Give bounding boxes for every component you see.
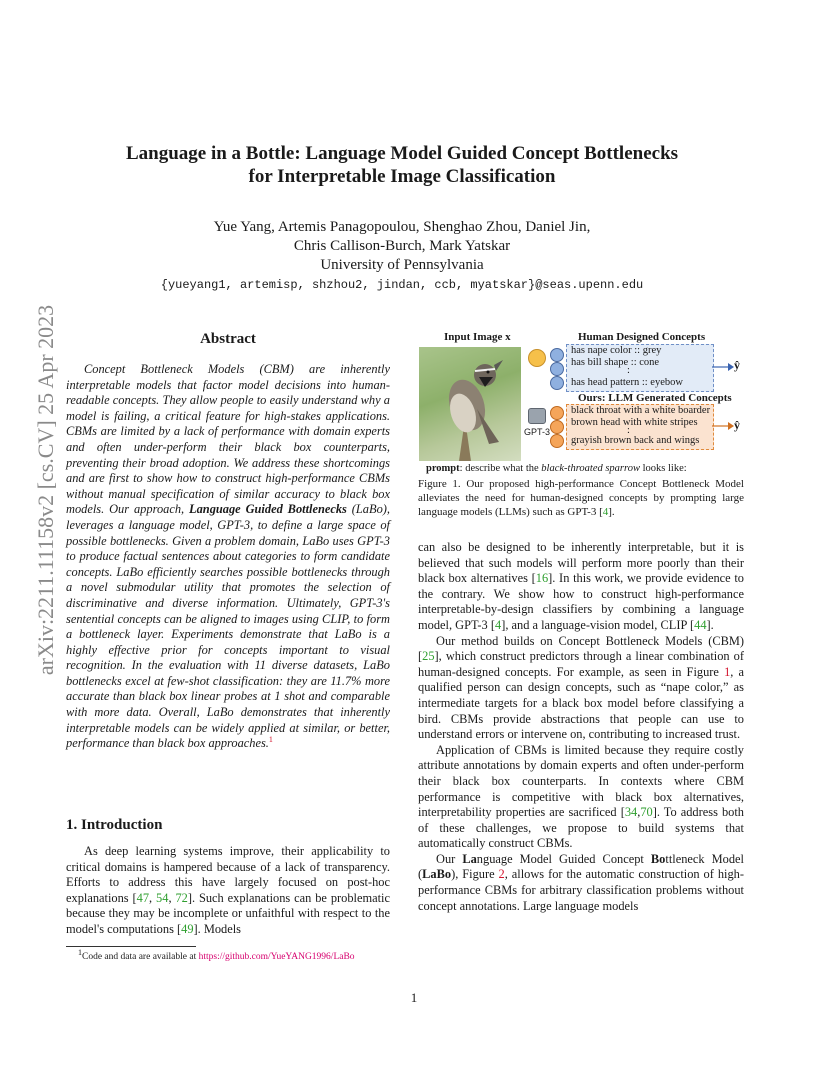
concept-neuron	[550, 406, 564, 420]
intro-body: As deep learning systems improve, their applicability to critical domains is hampered because of a lack of transparency. Efforts to address this have largely focused on post-hoc explanations [47, 54, 72]. Such explanations can be problematic because they may be incomplete or unfaithful with respect to the model's computations [49]. Models	[66, 844, 390, 936]
paper-title	[100, 142, 704, 188]
paragraph	[418, 540, 744, 634]
text: ].	[706, 617, 714, 632]
caption-text-a: Figure 1. Our proposed high-performance Concept Bottleneck Model alleviates the need for human-designed concepts by prompting large language models (LLMs) such as GPT-3 [	[418, 478, 744, 518]
paragraph	[418, 634, 744, 743]
citation[interactable]: 54	[156, 890, 169, 905]
human-face-icon	[528, 349, 546, 367]
text: ], and a language-vision model, CLIP [	[501, 617, 695, 632]
figure-1-caption	[418, 477, 744, 519]
citation[interactable]: 49	[181, 921, 194, 936]
right-column-body	[418, 540, 744, 914]
affiliation: University of Pennsylvania	[320, 257, 484, 273]
llm-concept: brown head with white stripes	[571, 417, 698, 428]
concept-neuron	[550, 362, 564, 376]
footnote-text: Code and data are available at	[82, 952, 199, 962]
citation[interactable]: 4	[494, 617, 502, 632]
llm-concepts-box	[566, 404, 714, 450]
intro-text-c: ]. Models	[193, 921, 242, 936]
arxiv-id: arXiv:2211.11158v2 [cs.CV] 25 Apr 2023	[33, 304, 58, 676]
intro-text-a: As deep learning systems improve, their applicability to critical domains is hampered because of a lack of transparency. Efforts to address this have largely focused on post-hoc explanations [	[66, 844, 390, 905]
abstract-heading: Abstract	[200, 331, 256, 347]
robot-icon	[528, 408, 546, 424]
text: Our	[436, 851, 463, 866]
prediction-llm: ŷ	[734, 418, 740, 432]
citation[interactable]: 70	[640, 805, 653, 820]
caption-text-b: ].	[608, 506, 615, 518]
method-name: LaBo	[422, 867, 452, 882]
abstract-footnote-mark[interactable]: 1	[268, 735, 273, 745]
prompt-text	[426, 463, 687, 474]
prompt-part-b: looks like:	[639, 463, 687, 474]
concept-neuron	[550, 434, 564, 448]
text: ), Figure	[451, 867, 499, 882]
text: , a qualified person can design concepts, such as “nape color,” as intermediate targets for a black box model before classifying a bird. CBMs provide abstractions that people can use to understand errors or intervene on, contributing to increased trust.	[418, 664, 745, 742]
citation[interactable]: 25	[422, 649, 435, 664]
prompt-species: black-throated sparrow	[541, 463, 640, 474]
text: ]. In this work, we provide evidence to the contrary. We show how to construct high-performance interpretable-by-design classifiers by combining a language model, GPT-3 [	[418, 571, 744, 632]
abstract-text-a: Concept Bottleneck Models (CBM) are inherently interpretable models that factor model decisions into human-readable concepts. They allow people to easily understand why a model is failing, a critical feature for high-stakes applications. CBMs are limited by a lack of performance with domain experts and often under-perform their black box counterparts, preventing their broad adoption. We address these shortcomings and are first to show how to construct high-performance CBMs without manual specification of similar accuracy to black box models. Our approach,	[66, 362, 390, 517]
arxiv-stamp	[26, 280, 66, 700]
footnote	[66, 947, 390, 963]
authors-line-1: Yue Yang, Artemis Panagopoulou, Shenghao Zhou, Daniel Jin,	[213, 219, 591, 235]
citation[interactable]: 34	[624, 805, 638, 820]
human-concept: has nape color :: grey	[571, 345, 662, 356]
concept-neuron	[550, 348, 564, 362]
llm-concept: grayish brown back and wings	[571, 435, 700, 446]
paragraph: Application of CBMs is limited because they require costly attribute annotations by domain experts and often under-perform their black box counterparts. In contexts where CBM performance is competitive with black box alternatives, interpretability properties are sacrificed [34,70]. To address both of these challenges, we propose to build systems that automatically construct CBMs.	[418, 742, 744, 851]
gpt3-label: GPT-3	[524, 427, 551, 437]
footnote-rule	[66, 946, 196, 947]
authors-line-2: Chris Callison-Burch, Mark Yatskar	[293, 238, 511, 254]
citation[interactable]: 16	[535, 571, 549, 586]
citation[interactable]: 72	[175, 890, 188, 905]
figure-reference[interactable]: 1	[724, 664, 731, 679]
text: La	[462, 851, 477, 866]
bird-photo	[419, 347, 521, 461]
text: ttleneck Model (	[418, 851, 744, 882]
citation[interactable]: 4	[602, 506, 609, 518]
page-number: 1	[410, 990, 418, 1005]
ellipsis: :	[627, 365, 630, 376]
concept-neuron	[550, 420, 564, 434]
intro-heading: 1. Introduction	[66, 817, 163, 833]
title-line-1: Language in a Bottle: Language Model Guided Concept Bottlenecks	[125, 143, 679, 164]
llm-concepts-header: Ours: LLM Generated Concepts	[578, 392, 732, 404]
figure-reference[interactable]: 2	[498, 867, 505, 882]
abstract-text-b: (LaBo), leverages a language model, GPT-3, to define a large space of possible bottlenecks. Given a problem domain, LaBo uses GPT-3 to produce factual sentences about categories to form candidate concepts. LaBo efficiently searches possible bottlenecks through a novel submodular utility that promotes the selection of discriminative and diverse information. Ultimately, GPT-3's sentential concepts can be aligned to images using CLIP, to form a bottleneck layer. Experiments demonstrate that LaBo is a highly effective prior for concepts important to visual recognition. In the evaluation with 11 diverse datasets, LaBo bottlenecks excel at few-shot classification: they are 11.7% more accurate than black box linear probes at 1 shot and comparable with more data. Overall, LaBo demonstrates that inherently interpretable models can be widely applied at similar, or better, performance than black box approaches.	[66, 502, 390, 751]
prediction-human: ŷ	[734, 358, 740, 372]
text: ]. To address both of these challenges, we propose to build systems that automatically construct CBMs.	[418, 805, 744, 851]
prompt-part-a: : describe what the	[459, 463, 542, 474]
intro-text-b: ]. Such explanations can be problematic because they may be incomplete or unfaithful with respect to the model's computations [	[66, 890, 390, 936]
citation[interactable]: 47	[136, 890, 150, 905]
code-link[interactable]: https://github.com/YueYANG1996/LaBo	[198, 952, 355, 962]
ellipsis: :	[627, 425, 630, 436]
prompt-label: prompt	[426, 463, 460, 474]
citation[interactable]: 44	[694, 617, 707, 632]
figure-1	[418, 330, 744, 476]
abstract-body	[66, 362, 390, 752]
paragraph	[418, 852, 744, 914]
title-line-2: for Interpretable Image Classification	[248, 166, 556, 187]
sparrow-illustration	[419, 347, 521, 461]
human-concept: has head pattern :: eyebow	[571, 377, 683, 388]
concept-neuron	[550, 376, 564, 390]
llm-concept: black throat with a white boarder	[571, 405, 711, 416]
text: ], which construct predictors through a linear combination of human-designed concepts. For example, as seen in Figure	[418, 649, 744, 679]
human-concepts-header: Human Designed Concepts	[578, 331, 706, 343]
human-concepts-box	[566, 344, 714, 392]
output-arrows	[712, 356, 734, 436]
text: Bo	[650, 851, 666, 866]
text: nguage Model Guided Concept	[476, 851, 651, 866]
author-block	[120, 218, 684, 275]
author-emails: {yueyang1, artemisp, shzhou2, jindan, ccb, myatskar}@seas.upenn.edu	[160, 278, 644, 292]
abstract-approach-name: Language Guided Bottlenecks	[189, 502, 347, 517]
human-concept: has bill shape :: cone	[571, 357, 660, 368]
input-image-label: Input Image x	[444, 331, 511, 343]
text: Our method builds on Concept Bottleneck Models (CBM) [	[418, 633, 744, 664]
text: can also be designed to be inherently interpretable, but it is believed that such models will perform more poorly than their black box alternatives [	[418, 540, 744, 586]
footnote-mark: 1	[78, 947, 82, 957]
text: , allows for the automatic construction of high-performance CBMs for arbitrary classification problems without concept annotations. Large language models	[418, 867, 744, 913]
text: Application of CBMs is limited because they require costly attribute annotations by domain experts and often under-perform their black box counterparts. In contexts where CBM performance is competitive with black box alternatives, interpretability properties are sacrificed [	[418, 742, 744, 820]
